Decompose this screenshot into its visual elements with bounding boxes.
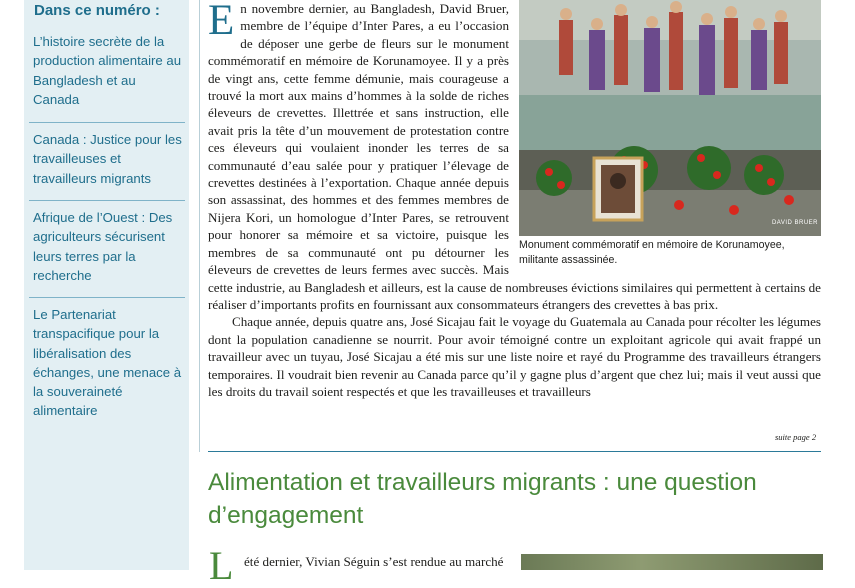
article-2-dropcap: L bbox=[209, 543, 234, 588]
toc-item-bangladesh-canada[interactable]: L’histoire secrète de la production alimentaire au Bangladesh et au Canada bbox=[33, 34, 182, 107]
article-paragraph-2: Chaque année, depuis quatre ans, José Sicajau fait le voyage du Guatemala au Canada pour récolter les légumes dont la population canadienne se nourrit. Pour avoir témoigné contre un exploitant agricole qui avait frappé un travailleur avec un tuyau, José Sicajau a été mis sur une liste noire et rayé du Programme des travailleurs étrangers temporaires. Il voudrait bien revenir au Canada parce qu’il y gagne plus d’argent que chez lui; mais il veut aussi que les droits du travail soient respectés et que les travailleuses et travailleurs bbox=[208, 314, 821, 399]
toc-item-migrant-workers[interactable]: Canada : Justice pour les travailleuses et travailleurs migrants bbox=[33, 132, 182, 186]
column-divider bbox=[199, 0, 200, 452]
toc-item-trans-pacific[interactable]: Le Partenariat transpacifique pour la libéralisation des échanges, une menace à la souveraineté alimentaire bbox=[33, 307, 182, 419]
dropcap: E bbox=[208, 0, 235, 44]
memorial-photo bbox=[519, 0, 821, 236]
article-2-headline: Alimentation et travailleurs migrants : une question d’engagement bbox=[208, 469, 757, 529]
photo-credit: DAVID BRUER bbox=[771, 219, 818, 226]
article-2-photo bbox=[521, 554, 823, 570]
continued-link[interactable]: suite page 2 bbox=[775, 432, 817, 442]
photo-caption: Monument commémoratif en mémoire de Korunamoyee, militante assassinée. bbox=[519, 239, 785, 266]
toc-divider bbox=[29, 122, 185, 123]
lead-article bbox=[208, 0, 821, 400]
photo-figure bbox=[519, 0, 821, 270]
sidebar-title: Dans ce numéro : bbox=[34, 2, 160, 19]
toc-divider bbox=[29, 200, 185, 201]
toc-item-west-africa[interactable]: Afrique de l’Ouest : Des agriculteurs sécurisent leurs terres par la recherche bbox=[33, 210, 173, 283]
paragraph-1-text: n novembre dernier, au Bangladesh, David Bruer, membre de l’équipe d’Inter Pares, a eu l’occasion de déposer une gerbe de fleurs sur le monument commémoratif en mémoire de Korunamoyee. Il y a près de vingt ans, cette femme démunie, mais courageuse a trouvé la mort aux mains d’hommes à la solde de riches éleveurs de crevettes. Illettrée et sans instruction, elle avait pris la tête d’un mouvement de protestation contre ces éleveurs qui voulaient inonder les terres de sa communauté d’eau salée pour y pratiquer l’élevage de crevettes destinées à l’exportation. Chaque année depuis son assassinat, des hommes et des femmes membres de Nijera Kori, un homologue d’Inter Pares, se retrouvent pour honorer sa mémoire et sa victoire, puisque les membres de sa communauté ont pu détourner les éleveurs de crevettes de leurs fermes avec succès. Mais cette industrie, au Bangladesh et ailleurs, est la cause de nombreuses évictions similaires qui permettent à certains de réaliser d’importants profits en fournissant aux consommateurs étrangers des crevettes à bas prix. bbox=[208, 1, 821, 312]
toc-divider bbox=[29, 297, 185, 298]
article-separator bbox=[208, 451, 821, 452]
article-2-lead: été dernier, Vivian Séguin s’est rendue au marché bbox=[244, 554, 504, 569]
